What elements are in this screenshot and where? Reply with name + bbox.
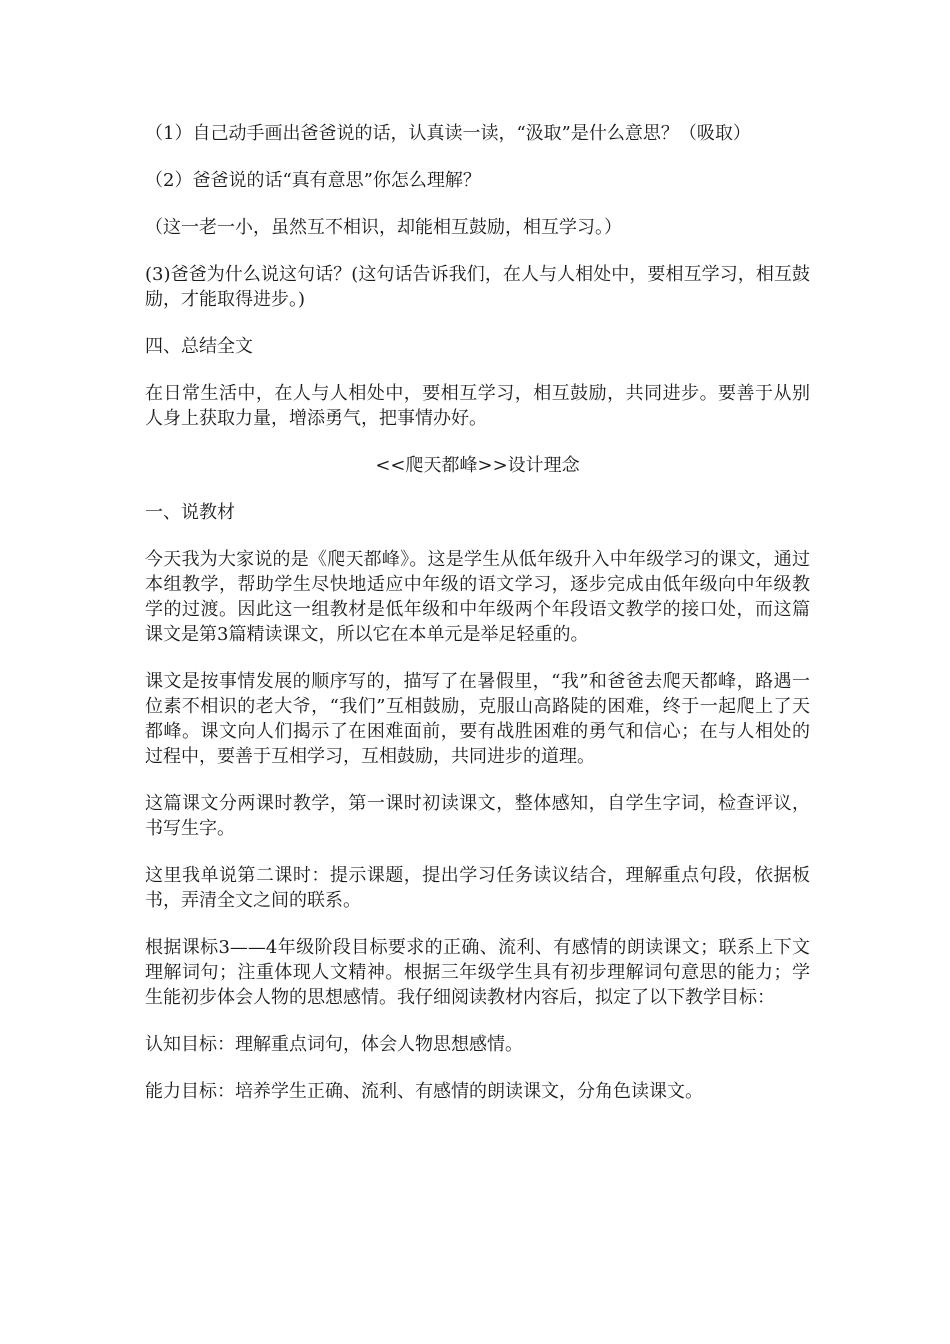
text-content-paragraph: 课文是按事情发展的顺序写的，描写了在暑假里，“我”和爸爸去爬天都峰，路遇一位素不相识的老大爷，“我们”互相鼓励，克服山高路陡的困难，终于一起爬上了天都峰。课文向人们揭示了在困难面前，要有战胜困难的勇气和信心；在与人相处的过程中，要善于互相学习，互相鼓励，共同进步的道理。 — [145, 671, 810, 767]
ability-goal-paragraph: 能力目标：培养学生正确、流利、有感情的朗读课文，分角色读课文。 — [145, 1081, 703, 1102]
section-heading-summary: 四、总结全文 — [145, 336, 253, 357]
question-2-paragraph: （2）爸爸说的话“真有意思”你怎么理解？ — [145, 170, 481, 191]
lesson-plan-paragraph: 这篇课文分两课时教学，第一课时初读课文，整体感知，自学生字词，检查评议，书写生字。 — [145, 793, 810, 839]
curriculum-goals-paragraph: 根据课标3——4年级阶段目标要求的正确、流利、有感情的朗读课文；联系上下文理解词句；注重体现人文精神。根据三年级学生具有初步理解词句意思的能力；学生能初步体会人物的思想感情。我仔细阅读教材内容后，拟定了以下教学目标： — [145, 937, 810, 1008]
document-title: <<爬天都峰>>设计理念 — [375, 455, 580, 476]
question-1-paragraph: （1）自己动手画出爸爸说的话，认真读一读，“汲取”是什么意思？（吸取） — [145, 123, 751, 144]
answer-2-paragraph: （这一老一小，虽然互不相识，却能相互鼓励，相互学习。） — [145, 217, 622, 238]
second-lesson-paragraph: 这里我单说第二课时：提示课题，提出学习任务读议结合，理解重点句段，依据板书，弄清全文之间的联系。 — [145, 865, 810, 911]
summary-paragraph: 在日常生活中，在人与人相处中，要相互学习，相互鼓励，共同进步。要善于从别人身上获取力量，增添勇气，把事情办好。 — [145, 383, 810, 429]
section-heading-textbook: 一、说教材 — [145, 502, 235, 523]
question-3-paragraph: (3)爸爸为什么说这句话？(这句话告诉我们，在人与人相处中，要相互学习，相互鼓励，才能取得进步。) — [145, 264, 810, 310]
textbook-intro-paragraph: 今天我为大家说的是《爬天都峰》。这是学生从低年级升入中年级学习的课文，通过本组教学，帮助学生尽快地适应中年级的语文学习，逐步完成由低年级向中年级教学的过渡。因此这一组教材是低年级和中年级两个年段语文教学的接口处，而这篇课文是第3篇精读课文，所以它在本单元是举足轻重的。 — [145, 549, 810, 645]
document-body — [145, 121, 810, 1126]
cognitive-goal-paragraph: 认知目标：理解重点词句，体会人物思想感情。 — [145, 1034, 523, 1055]
